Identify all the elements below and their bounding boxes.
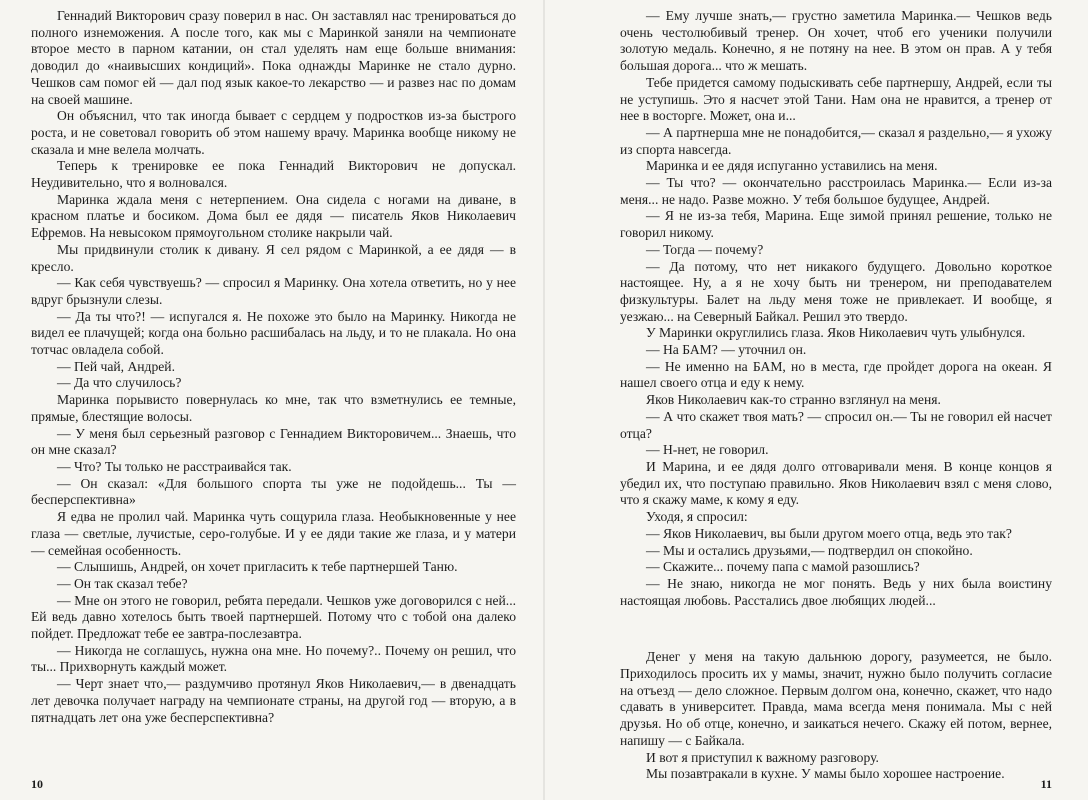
paragraph: — А что скажет твоя мать? — спросил он.— Ты не говорил ей насчет отца? [620,408,1052,441]
paragraph: — Что? Ты только не расстраивайся так. [57,458,292,474]
paragraph: — Яков Николаевич, вы были другом моего отца, ведь это так? [646,525,1012,541]
paragraph: Маринка и ее дядя испуганно уставились на меня. [646,158,938,174]
page-number: 10 [31,777,43,791]
paragraph: — Ты что? — окончательно расстроилась Маринка.— Если из-за меня... не надо. Разве можно. У тебя большое будущее, Андрей. [620,175,1052,207]
paragraph: Мы придвинули столик к дивану. Я сел рядом с Маринкой, а ее дядя — в кресло. [31,241,516,274]
paragraph: — Черт знает что,— раздумчиво протянул Яков Николаевич,— в двенадцать лет девочка получает награду на чемпионате страны, на другой год — вторую, а в пятнадцать лет она уже бесперспективна? [31,676,516,725]
paragraph: — Он так сказал тебе? [57,575,188,591]
paragraph: У Маринки округлились глаза. Яков Николаевич чуть улыбнулся. [646,325,1026,341]
paragraph: — Как себя чувствуешь? — спросил я Маринку. Она хотела ответить, но у нее вдруг брызнули слезы. [31,275,516,307]
paragraph: — Не именно на БАМ, но в места, где пройдет дорога на океан. Я нашел своего отца и еду к нему. [620,358,1052,391]
paragraph: — Скажите... почему папа с мамой разошлись? [646,559,920,575]
paragraph: — Мне он этого не говорил, ребята передали. Чешков уже договорился с ней... Ей ведь давно хотелось быть твоей партнершей. Потому что с тобой она далеко пойдет. Предложат тебе ее завтра-послезавтра. [31,592,516,642]
paragraph: — Да что случилось? [57,375,182,391]
paragraph: — У меня был серьезный разговор с Геннадием Викторовичем... Знаешь, что он мне сказал? [31,425,516,458]
paragraph: Он объяснил, что так иногда бывает с сердцем у подростков из-за быстрого роста, и не советовал говорить об этом нашему врачу. Маринка вообще никому не сказала и мне велела молчать. [31,108,516,157]
section-break [620,609,1052,649]
paragraph: — Ему лучше знать,— грустно заметила Маринка.— Чешков ведь очень честолюбивый тренер. Он хочет, чтоб его ученики получили золотую медаль. Конечно, я не потяну на нее. В этом он прав. А у тебя большая дорога... что ж мешать. [620,8,1052,74]
paragraph: — Н-нет, не говорил. [646,442,769,458]
paragraph: — Он сказал: «Для большого спорта ты уже не подойдешь... Ты — бесперспективна» [31,475,516,508]
paragraph: — Не знаю, никогда не мог понять. Ведь у них была воистину настоящая любовь. Расстались двое любящих людей... [620,575,1052,608]
paragraph: Маринка порывисто повернулась ко мне, так что взметнулись ее темные, прямые, блестящие волосы. [31,392,516,424]
paragraph: — Никогда не соглашусь, нужна она мне. Но почему?.. Почему он решил, что ты... Прихворнуть каждый может. [31,642,516,675]
paragraph: И вот я приступил к важному разговору. [646,749,879,765]
paragraph: — Да потому, что нет никакого будущего. Довольно короткое настоящее. Ну, а я не хочу быть ни тренером, ни преподавателем физкультуры. Балет на льду меня тоже не привлекает. И вообще, я уезжаю... на Северный Байкал. Решил это твердо. [620,258,1052,324]
paragraph: Яков Николаевич как-то странно взглянул на меня. [646,392,941,408]
paragraph: — А партнерша мне не понадобится,— сказал я раздельно,— я ухожу из спорта навсегда. [620,124,1052,157]
paragraph: — Мы и остались друзьями,— подтвердил он спокойно. [646,542,973,558]
paragraph: Тебе придется самому подыскивать себе партнершу, Андрей, если ты не уступишь. Это я насчет этой Тани. Нам она не нравится, а тренер от нее в восторге. Может, она и... [620,74,1052,124]
paragraph: — Слышишь, Андрей, он хочет пригласить к тебе партнершей Таню. [57,559,458,575]
paragraph: Мы позавтракали в кухне. У мамы было хорошее настроение. [646,766,1005,782]
paragraph: Теперь к тренировке ее пока Геннадий Викторович не допускал. Неудивительно, что я волновался. [31,158,516,191]
paragraph: Я едва не пролил чай. Маринка чуть сощурила глаза. Необыкновенные у нее глаза — светлые, лучистые, серо-голубые. И у ее дяди такие же глаза, и у матери — семейная особенность. [31,509,516,558]
paragraph: — Пей чай, Андрей. [57,358,175,374]
paragraph: — Да ты что?! — испугался я. Не похоже это было на Маринку. Никогда не видел ее плачущей; когда она больно расшибалась на льду, и то не плакала. Но она тотчас овладела собой. [31,308,516,358]
paragraph: Денег у меня на такую дальнюю дорогу, разумеется, не было. Приходилось просить их у мамы, значит, нужно было получить согласие на отъезд — дело сложное. Первым долгом она, конечно, скажет, что надо сдавать в университет. Правда, мама всегда меня понимала. Мы с ней друзья. Но об отце, конечно, и заикаться нечего. Скажу ей потом, вернее, напишу — с Байкала. [620,649,1052,748]
paragraph: — Я не из-за тебя, Марина. Еще зимой принял решение, только не говорил никому. [620,208,1052,241]
paragraph: — На БАМ? — уточнил он. [646,342,807,358]
paragraph: Геннадий Викторович сразу поверил в нас. Он заставлял нас тренироваться до полного изнеможения. А после того, как мы с Маринкой заняли на чемпионате второе место в парном катании, он стал уделять нам еще больше внимания: доводил до «наивысших кондиций». Пока однажды Маринке не стало дурно. Чешков сам помог ей — дал под язык какое-то лекарство — и развез нас по домам на своей машине. [31,8,516,107]
right-page [544,0,1088,800]
paragraph: И Марина, и ее дядя долго отговаривали меня. В конце концов я убедил их, что поступаю правильно. Яков Николаевич взял с меня слово, что я скажу маме, к кому я еду. [620,458,1052,508]
page-number: 11 [1040,777,1052,791]
paragraph: — Тогда — почему? [646,241,764,257]
paragraph: Уходя, я спросил: [646,509,748,525]
paragraph: Маринка ждала меня с нетерпением. Она сидела с ногами на диване, в красном платье и босиком. Дома был ее дядя — писатель Яков Николаевич Ефремов. На невысоком прямоугольном столике накрыли чай. [31,191,516,241]
